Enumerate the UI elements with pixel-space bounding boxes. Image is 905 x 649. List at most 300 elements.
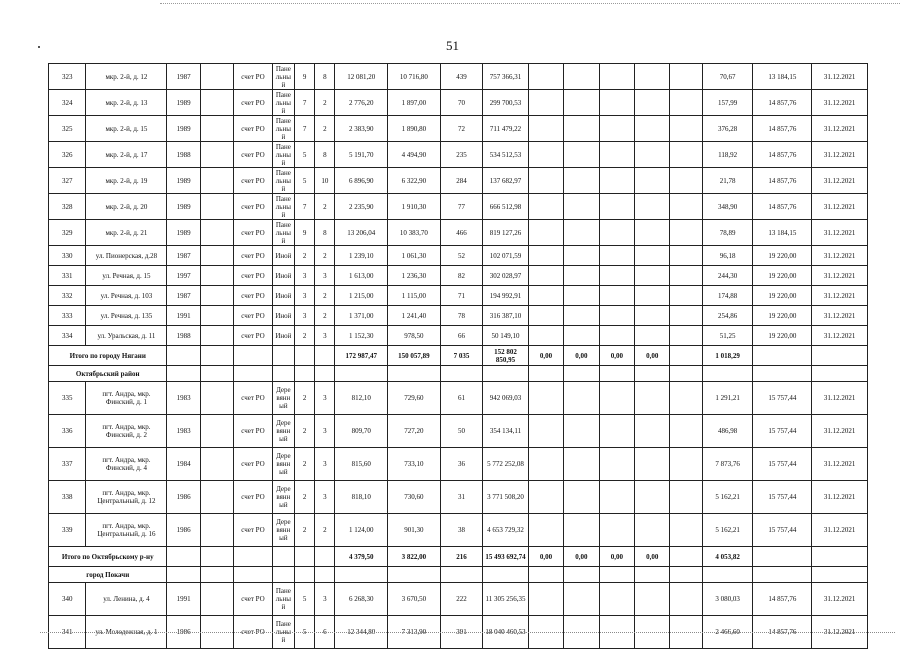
table-cell: Пане льны й bbox=[272, 142, 294, 168]
table-body bbox=[49, 64, 868, 649]
table-cell: Пане льны й bbox=[272, 194, 294, 220]
table-cell bbox=[200, 326, 233, 346]
total-cell bbox=[272, 547, 294, 567]
table-cell: 12 344,80 bbox=[335, 616, 388, 649]
table-cell: 978,50 bbox=[388, 326, 441, 346]
table-cell bbox=[200, 306, 233, 326]
table-cell: 2 bbox=[315, 246, 335, 266]
table-cell bbox=[528, 481, 563, 514]
table-cell: 331 bbox=[49, 266, 86, 286]
table-row bbox=[49, 326, 868, 346]
table-cell: 336 bbox=[49, 415, 86, 448]
section-row bbox=[49, 567, 868, 583]
total-cell: 7 035 bbox=[440, 346, 483, 366]
table-cell: 14 857,76 bbox=[753, 168, 812, 194]
table-row bbox=[49, 220, 868, 246]
table-cell: 1 890,80 bbox=[388, 116, 441, 142]
table-cell: 2 235,90 bbox=[335, 194, 388, 220]
table-cell: 7 313,90 bbox=[388, 616, 441, 649]
table-cell: 137 682,97 bbox=[483, 168, 529, 194]
table-cell bbox=[670, 90, 702, 116]
empty-cell bbox=[335, 366, 388, 382]
table-row bbox=[49, 194, 868, 220]
total-label: Итого по Октябрьскому р-ну bbox=[49, 547, 167, 567]
table-cell: 50 149,10 bbox=[483, 326, 529, 346]
total-cell bbox=[670, 346, 702, 366]
table-cell: 1988 bbox=[167, 326, 200, 346]
empty-cell bbox=[315, 567, 335, 583]
table-cell bbox=[599, 326, 634, 346]
table-cell: 36 bbox=[440, 448, 483, 481]
table-cell: 1 613,00 bbox=[335, 266, 388, 286]
table-cell: мкр. 2-й, д. 21 bbox=[86, 220, 167, 246]
total-cell: 3 822,00 bbox=[388, 547, 441, 567]
table-cell bbox=[200, 194, 233, 220]
table-cell: 78,89 bbox=[702, 220, 753, 246]
table-cell: 327 bbox=[49, 168, 86, 194]
table-cell bbox=[200, 415, 233, 448]
table-cell: 328 bbox=[49, 194, 86, 220]
table-cell: 1 897,00 bbox=[388, 90, 441, 116]
table-cell: 5 bbox=[294, 168, 314, 194]
table-cell: 31.12.2021 bbox=[812, 64, 868, 90]
table-cell bbox=[528, 194, 563, 220]
table-cell bbox=[564, 583, 599, 616]
table-cell bbox=[635, 220, 670, 246]
table-cell: 31.12.2021 bbox=[812, 616, 868, 649]
table-cell: 12 081,20 bbox=[335, 64, 388, 90]
table-cell: 1 061,30 bbox=[388, 246, 441, 266]
table-cell: 5 162,21 bbox=[702, 481, 753, 514]
table-cell: 1989 bbox=[167, 220, 200, 246]
table-cell bbox=[635, 64, 670, 90]
total-cell bbox=[315, 346, 335, 366]
table-cell: Дере вянн ый bbox=[272, 481, 294, 514]
table-cell bbox=[528, 168, 563, 194]
table-cell: 15 757,44 bbox=[753, 448, 812, 481]
table-cell: 439 bbox=[440, 64, 483, 90]
table-cell bbox=[635, 90, 670, 116]
table-cell: 14 857,76 bbox=[753, 142, 812, 168]
table-cell: 1989 bbox=[167, 168, 200, 194]
table-cell: 19 220,00 bbox=[753, 266, 812, 286]
table-cell: 31.12.2021 bbox=[812, 220, 868, 246]
table-cell bbox=[200, 116, 233, 142]
table-cell: 14 857,76 bbox=[753, 616, 812, 649]
table-cell bbox=[564, 194, 599, 220]
table-cell bbox=[528, 64, 563, 90]
table-cell: 299 700,53 bbox=[483, 90, 529, 116]
table-cell: 3 bbox=[315, 415, 335, 448]
table-cell: 6 896,90 bbox=[335, 168, 388, 194]
table-cell: 19 220,00 bbox=[753, 286, 812, 306]
table-cell: 757 366,31 bbox=[483, 64, 529, 90]
table-cell: 316 387,10 bbox=[483, 306, 529, 326]
table-cell: 1989 bbox=[167, 116, 200, 142]
table-cell: 7 bbox=[294, 90, 314, 116]
table-cell bbox=[528, 514, 563, 547]
table-cell bbox=[635, 306, 670, 326]
total-cell: 0,00 bbox=[635, 547, 670, 567]
table-cell: 51,25 bbox=[702, 326, 753, 346]
table-cell: 2 bbox=[315, 90, 335, 116]
table-cell: 31.12.2021 bbox=[812, 481, 868, 514]
total-cell bbox=[294, 547, 314, 567]
table-cell: 14 857,76 bbox=[753, 583, 812, 616]
table-cell: 2 776,20 bbox=[335, 90, 388, 116]
page-number: 51 bbox=[446, 38, 459, 53]
table-cell: 711 479,22 bbox=[483, 116, 529, 142]
table-cell: 815,60 bbox=[335, 448, 388, 481]
table-cell: Дере вянн ый bbox=[272, 415, 294, 448]
table-cell: 901,30 bbox=[388, 514, 441, 547]
total-cell bbox=[812, 346, 868, 366]
table-cell: 31.12.2021 bbox=[812, 448, 868, 481]
table-cell: 2 bbox=[315, 286, 335, 306]
table-cell bbox=[599, 116, 634, 142]
table-cell bbox=[200, 90, 233, 116]
table-cell bbox=[528, 220, 563, 246]
total-cell: 0,00 bbox=[528, 547, 563, 567]
table-cell: 7 873,76 bbox=[702, 448, 753, 481]
table-cell: 10 bbox=[315, 168, 335, 194]
table-cell: 323 bbox=[49, 64, 86, 90]
table-cell bbox=[670, 194, 702, 220]
table-cell: 50 bbox=[440, 415, 483, 448]
table-cell bbox=[635, 142, 670, 168]
table-cell: ул. Ленина, д. 4 bbox=[86, 583, 167, 616]
table-cell: 235 bbox=[440, 142, 483, 168]
table-cell: 3 bbox=[315, 481, 335, 514]
table-row bbox=[49, 382, 868, 415]
table-cell bbox=[599, 481, 634, 514]
table-cell: 5 772 252,08 bbox=[483, 448, 529, 481]
table-cell: Иной bbox=[272, 266, 294, 286]
table-cell: ул. Молодежная, д. 1 bbox=[86, 616, 167, 649]
table-cell: 7 bbox=[294, 194, 314, 220]
table-cell: 329 bbox=[49, 220, 86, 246]
empty-cell bbox=[564, 567, 599, 583]
table-row bbox=[49, 90, 868, 116]
table-cell bbox=[200, 266, 233, 286]
table-row bbox=[49, 448, 868, 481]
table-cell: счет РО bbox=[234, 286, 272, 306]
table-row bbox=[49, 142, 868, 168]
table-cell bbox=[528, 266, 563, 286]
table-cell: 727,20 bbox=[388, 415, 441, 448]
total-cell: 0,00 bbox=[599, 547, 634, 567]
empty-cell bbox=[564, 366, 599, 382]
table-cell bbox=[200, 64, 233, 90]
empty-cell bbox=[335, 567, 388, 583]
table-cell: 96,18 bbox=[702, 246, 753, 266]
table-cell bbox=[670, 142, 702, 168]
table-cell: 13 184,15 bbox=[753, 220, 812, 246]
table-cell: 174,88 bbox=[702, 286, 753, 306]
table-cell: счет РО bbox=[234, 616, 272, 649]
scan-artifact-top bbox=[160, 3, 900, 4]
table-cell: Пане льны й bbox=[272, 90, 294, 116]
total-cell: 0,00 bbox=[564, 547, 599, 567]
table-cell bbox=[564, 326, 599, 346]
table-cell: 13 206,04 bbox=[335, 220, 388, 246]
table-cell bbox=[670, 448, 702, 481]
table-cell: счет РО bbox=[234, 168, 272, 194]
table-cell bbox=[528, 116, 563, 142]
table-cell: Пане льны й bbox=[272, 220, 294, 246]
table-cell: Иной bbox=[272, 286, 294, 306]
table-cell: 31.12.2021 bbox=[812, 514, 868, 547]
table-cell bbox=[564, 514, 599, 547]
table-cell bbox=[200, 382, 233, 415]
table-cell: 354 134,11 bbox=[483, 415, 529, 448]
table-cell bbox=[564, 266, 599, 286]
empty-cell bbox=[812, 567, 868, 583]
table-cell bbox=[670, 286, 702, 306]
table-cell bbox=[670, 116, 702, 142]
table-cell: пгт. Андра, мкр. Центральный, д. 12 bbox=[86, 481, 167, 514]
table-cell bbox=[635, 326, 670, 346]
table-cell: 2 bbox=[294, 326, 314, 346]
table-cell bbox=[564, 415, 599, 448]
table-cell bbox=[200, 142, 233, 168]
table-cell: пгт. Андра, мкр. Центральный, д. 16 bbox=[86, 514, 167, 547]
table-cell bbox=[635, 448, 670, 481]
table-cell: 5 bbox=[294, 583, 314, 616]
table-cell: 1987 bbox=[167, 64, 200, 90]
table-cell bbox=[670, 583, 702, 616]
total-cell bbox=[234, 346, 272, 366]
table-cell: 52 bbox=[440, 246, 483, 266]
table-cell bbox=[599, 266, 634, 286]
table-cell: 3 bbox=[315, 382, 335, 415]
table-cell: 284 bbox=[440, 168, 483, 194]
table-cell: 11 305 256,35 bbox=[483, 583, 529, 616]
table-cell: 1991 bbox=[167, 306, 200, 326]
table-cell: 72 bbox=[440, 116, 483, 142]
table-cell bbox=[200, 246, 233, 266]
table-cell: 3 bbox=[315, 448, 335, 481]
table-cell bbox=[564, 116, 599, 142]
table-cell bbox=[670, 326, 702, 346]
table-cell: 326 bbox=[49, 142, 86, 168]
table-cell: 15 757,44 bbox=[753, 415, 812, 448]
table-cell: 337 bbox=[49, 448, 86, 481]
table-cell: 466 bbox=[440, 220, 483, 246]
table-cell bbox=[635, 266, 670, 286]
table-cell: 2 bbox=[315, 514, 335, 547]
total-cell: 15 493 692,74 bbox=[483, 547, 529, 567]
table-cell bbox=[599, 514, 634, 547]
table-cell: счет РО bbox=[234, 514, 272, 547]
empty-cell bbox=[294, 366, 314, 382]
table-cell: счет РО bbox=[234, 194, 272, 220]
table-cell bbox=[200, 448, 233, 481]
table-cell bbox=[670, 168, 702, 194]
table-cell bbox=[528, 583, 563, 616]
table-cell bbox=[670, 514, 702, 547]
table-cell: 338 bbox=[49, 481, 86, 514]
table-cell: 3 080,03 bbox=[702, 583, 753, 616]
total-cell bbox=[670, 547, 702, 567]
table-cell: мкр. 2-й, д. 20 bbox=[86, 194, 167, 220]
housing-register-table bbox=[48, 63, 868, 649]
table-cell: 2 bbox=[294, 448, 314, 481]
empty-cell bbox=[702, 366, 753, 382]
table-cell bbox=[564, 306, 599, 326]
table-cell bbox=[599, 90, 634, 116]
table-cell: 1988 bbox=[167, 142, 200, 168]
total-cell: 0,00 bbox=[635, 346, 670, 366]
table-cell: Пане льны й bbox=[272, 583, 294, 616]
table-cell bbox=[599, 142, 634, 168]
table-cell: 819 127,26 bbox=[483, 220, 529, 246]
table-cell bbox=[670, 266, 702, 286]
table-cell: 31.12.2021 bbox=[812, 382, 868, 415]
table-cell bbox=[599, 64, 634, 90]
table-cell: счет РО bbox=[234, 326, 272, 346]
table-cell: ул. Пионерская, д.28 bbox=[86, 246, 167, 266]
table-cell: 10 716,80 bbox=[388, 64, 441, 90]
total-cell: 0,00 bbox=[599, 346, 634, 366]
table-cell: 1983 bbox=[167, 415, 200, 448]
table-cell bbox=[599, 583, 634, 616]
table-cell bbox=[564, 286, 599, 306]
table-cell: ул. Речная, д. 15 bbox=[86, 266, 167, 286]
empty-cell bbox=[234, 567, 272, 583]
table-cell bbox=[200, 583, 233, 616]
table-cell bbox=[670, 415, 702, 448]
table-cell bbox=[564, 448, 599, 481]
table-cell: 1987 bbox=[167, 286, 200, 306]
table-cell: 1 291,21 bbox=[702, 382, 753, 415]
table-cell bbox=[564, 64, 599, 90]
table-cell bbox=[635, 246, 670, 266]
table-cell: 2 383,90 bbox=[335, 116, 388, 142]
table-cell: ул. Уральская, д. 11 bbox=[86, 326, 167, 346]
table-cell: 102 071,59 bbox=[483, 246, 529, 266]
empty-cell bbox=[483, 366, 529, 382]
table-cell: 9 bbox=[294, 64, 314, 90]
table-cell: 31.12.2021 bbox=[812, 415, 868, 448]
table-cell: 339 bbox=[49, 514, 86, 547]
empty-cell bbox=[635, 567, 670, 583]
table-cell: 348,90 bbox=[702, 194, 753, 220]
total-cell bbox=[200, 346, 233, 366]
table-cell: 2 bbox=[294, 481, 314, 514]
table-cell: Иной bbox=[272, 246, 294, 266]
table-cell: 14 857,76 bbox=[753, 90, 812, 116]
table-cell: 3 bbox=[315, 266, 335, 286]
table-cell bbox=[528, 90, 563, 116]
table-cell: 244,30 bbox=[702, 266, 753, 286]
table-cell: 66 bbox=[440, 326, 483, 346]
table-row bbox=[49, 514, 868, 547]
empty-cell bbox=[440, 567, 483, 583]
table-cell: 1983 bbox=[167, 382, 200, 415]
table-cell bbox=[599, 415, 634, 448]
table-cell: счет РО bbox=[234, 90, 272, 116]
table-cell: 18 040 460,53 bbox=[483, 616, 529, 649]
empty-cell bbox=[234, 366, 272, 382]
table-cell bbox=[564, 382, 599, 415]
table-cell: пгт. Андра, мкр. Финский, д. 2 bbox=[86, 415, 167, 448]
table-cell: 1997 bbox=[167, 266, 200, 286]
table-cell: счет РО bbox=[234, 481, 272, 514]
table-cell: 809,70 bbox=[335, 415, 388, 448]
table-cell: счет РО bbox=[234, 583, 272, 616]
table-cell: пгт. Андра, мкр. Финский, д. 1 bbox=[86, 382, 167, 415]
table-cell: 2 bbox=[315, 194, 335, 220]
empty-cell bbox=[812, 366, 868, 382]
table-cell bbox=[670, 382, 702, 415]
table-cell bbox=[635, 116, 670, 142]
table-cell: 31.12.2021 bbox=[812, 583, 868, 616]
table-cell: Пане льны й bbox=[272, 616, 294, 649]
empty-cell bbox=[200, 366, 233, 382]
table-cell: 38 bbox=[440, 514, 483, 547]
table-cell: 5 bbox=[294, 142, 314, 168]
table-cell bbox=[635, 481, 670, 514]
table-cell: счет РО bbox=[234, 142, 272, 168]
table-cell: 3 771 508,20 bbox=[483, 481, 529, 514]
table-cell bbox=[528, 286, 563, 306]
table-cell bbox=[200, 168, 233, 194]
table-cell bbox=[528, 246, 563, 266]
table-cell bbox=[200, 286, 233, 306]
table-cell: 31.12.2021 bbox=[812, 142, 868, 168]
empty-cell bbox=[670, 366, 702, 382]
table-cell: 14 857,76 bbox=[753, 194, 812, 220]
table-cell: 2 466,60 bbox=[702, 616, 753, 649]
table-cell: 325 bbox=[49, 116, 86, 142]
table-cell bbox=[200, 481, 233, 514]
table-cell: 1 152,30 bbox=[335, 326, 388, 346]
table-cell bbox=[200, 514, 233, 547]
table-cell: ул. Речная, д. 103 bbox=[86, 286, 167, 306]
table-cell: 78 bbox=[440, 306, 483, 326]
table-cell: 1991 bbox=[167, 583, 200, 616]
total-cell bbox=[234, 547, 272, 567]
table-cell: 486,98 bbox=[702, 415, 753, 448]
table-cell bbox=[528, 142, 563, 168]
table-cell: 8 bbox=[315, 64, 335, 90]
empty-cell bbox=[753, 567, 812, 583]
table-cell: 19 220,00 bbox=[753, 306, 812, 326]
table-cell: 1 124,00 bbox=[335, 514, 388, 547]
table-cell bbox=[564, 168, 599, 194]
table-cell: 3 bbox=[294, 306, 314, 326]
table-cell: 324 bbox=[49, 90, 86, 116]
table-cell: 5 191,70 bbox=[335, 142, 388, 168]
table-cell: 340 bbox=[49, 583, 86, 616]
empty-cell bbox=[167, 366, 200, 382]
empty-cell bbox=[599, 567, 634, 583]
table-cell: 2 bbox=[294, 415, 314, 448]
table-cell: 1984 bbox=[167, 448, 200, 481]
total-cell: 152 802 850,95 bbox=[483, 346, 529, 366]
table-cell: 3 bbox=[294, 266, 314, 286]
empty-cell bbox=[294, 567, 314, 583]
table-cell: 1989 bbox=[167, 194, 200, 220]
table-cell: 70,67 bbox=[702, 64, 753, 90]
section-row bbox=[49, 366, 868, 382]
table-cell: 1 371,00 bbox=[335, 306, 388, 326]
table-cell bbox=[564, 481, 599, 514]
table-cell: 82 bbox=[440, 266, 483, 286]
table-cell bbox=[635, 286, 670, 306]
table-row bbox=[49, 583, 868, 616]
